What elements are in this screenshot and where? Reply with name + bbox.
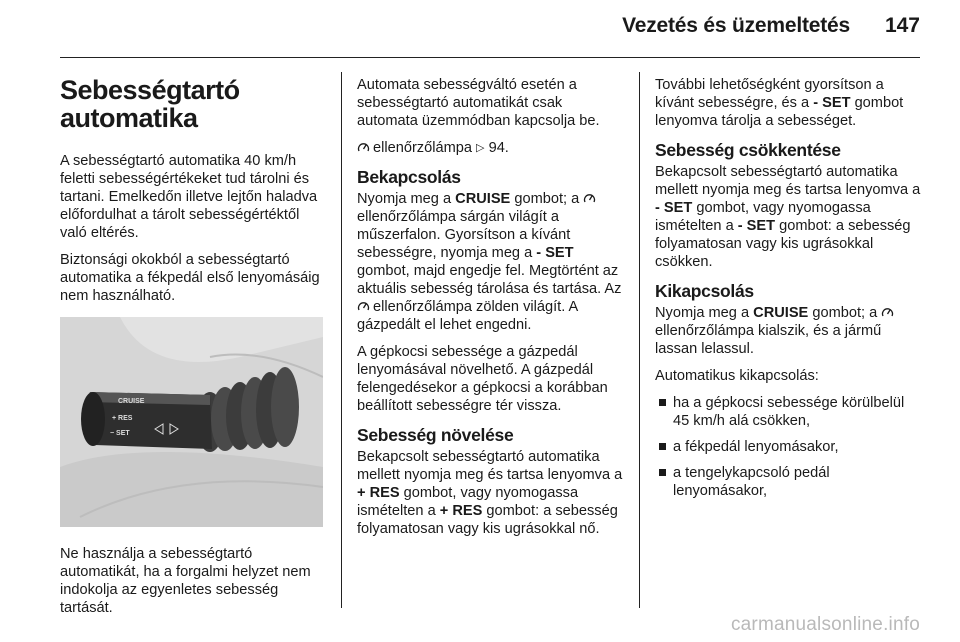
set-button-label: - SET [813,95,851,111]
column-2 [357,76,625,547]
text: gombot lenyomva tárolja a sebességet. [655,95,904,129]
paragraph-increase [357,448,625,538]
section-title-line-1: Sebességtartó [60,75,240,105]
res-button-label: + RES [357,485,400,501]
set-button-label: - SET [536,245,574,261]
heading-switch-off: Kikapcsolás [655,281,754,301]
text: Nyomja meg a [655,305,750,321]
paragraph-auto-off: Automatikus kikapcsolás: [655,368,819,384]
header-title: Vezetés és üzemeltetés [622,14,850,37]
paragraph-warning: Ne használja a sebességtartó automatikát, ha a forgalmi helyzet nem indokolja az egyenletes sebesség tartását. [60,546,311,616]
text: gombot, vagy nyomogassa ismételten a [655,200,871,234]
text: ellenőrzőlámpa sárgán világít a műszerfalon. Gyorsítson a kívánt sebességre, nyomja meg a [357,209,571,261]
cruise-lamp-icon [357,141,370,153]
lever-label-set: − SET [110,430,130,437]
list-item-text: ha a gépkocsi sebessége körülbelül 45 km/h alá csökken, [673,395,905,429]
text: gombot, majd engedje fel. Megtörtént az aktuális sebesség tárolása és tartása. Az [357,263,622,297]
set-button-label: - SET [655,200,693,216]
text: gombot: a sebesség folyamatosan vagy kis ugrásokkal nő. [357,503,618,537]
page-header [0,0,960,58]
watermark: carmanualsonline.info [730,614,920,635]
bullet-square-icon [659,443,666,450]
paragraph-accelerate: A gépkocsi sebessége a gázpedál lenyomásával növelhető. A gázpedál felengedésekor a gépkocsi a korábban beállított sebességre tér vissza. [357,344,608,414]
page-number: 147 [884,14,920,37]
cruise-button-label: CRUISE [753,305,809,321]
column-divider-2 [639,72,640,608]
page-ref-arrow-icon: ▷ [476,142,485,154]
res-button-label: + RES [439,503,483,519]
section-title [60,76,326,132]
list-item-text: a tengelykapcsoló pedál lenyomásakor, [673,465,830,499]
bullet-square-icon [659,469,666,476]
page-ref-link[interactable]: 94. [488,140,509,156]
paragraph-switch-off [655,304,923,358]
cruise-button-label: CRUISE [455,191,511,207]
header-rule [60,57,920,58]
list-item [655,438,923,456]
paragraph-safety: Biztonsági okokból a sebességtartó automatika a fékpedál első lenyomásáig nem használható. [60,252,320,304]
section-title-line-2: automatika [60,103,198,133]
list-item [655,394,923,430]
text: Nyomja meg a [357,191,452,207]
column-3 [655,76,923,508]
cruise-lamp-icon [357,300,370,312]
text: További lehetőségként gyorsítson a kívánt sebességre, és a [655,77,884,111]
lever-drawing [60,317,323,527]
column-1 [60,72,326,626]
list-item [655,464,923,500]
paragraph-switch-on [357,190,625,334]
heading-decrease: Sebesség csökkentése [655,140,841,160]
lever-label-res: + RES [112,415,133,422]
cruise-lamp-icon [583,192,596,204]
paragraph-intro: A sebességtartó automatika 40 km/h feletti sebességértékeket tud tárolni és tartani. Emelkedőn illetve lejtőn haladva előfordulhat a tárolt sebességértéktől való eltérés. [60,153,318,241]
text: ellenőrzőlámpa kialszik, és a jármű lassan lelassul. [655,323,882,357]
bullet-square-icon [659,399,666,406]
cruise-lamp-icon [881,306,894,318]
text: gombot; a [514,191,580,207]
paragraph-automatic: Automata sebességváltó esetén a sebességtartó automatikát csak automata üzemmódban kapcsolja be. [357,77,600,129]
text: ellenőrzőlámpa zölden világít. A gázpedált el lehet engedni. [357,299,578,333]
auto-off-list [655,394,923,500]
text: gombot: a sebesség folyamatosan vagy kis ugrásokkal csökken. [655,218,911,270]
set-button-label: - SET [737,218,776,234]
text: gombot, vagy nyomogassa ismételten a [357,485,579,519]
text: Bekapcsolt sebességtartó automatika mellett nyomja meg és tartsa lenyomva a [357,449,623,483]
lever-label-cruise: CRUISE [118,398,145,405]
column-divider-1 [341,72,342,608]
paragraph-lamp-ref [357,139,625,157]
heading-increase: Sebesség növelése [357,425,514,445]
text: Bekapcsolt sebességtartó automatika mellett nyomja meg és tartsa lenyomva a [655,164,921,198]
paragraph-alt-set [655,76,923,130]
lamp-ref-text: ellenőrzőlámpa [373,140,472,156]
paragraph-decrease [655,163,923,271]
list-item-text: a fékpedál lenyomásakor, [673,439,839,455]
text: gombot; a [812,305,878,321]
cruise-lever-illustration [60,317,323,527]
heading-switch-on: Bekapcsolás [357,167,461,187]
